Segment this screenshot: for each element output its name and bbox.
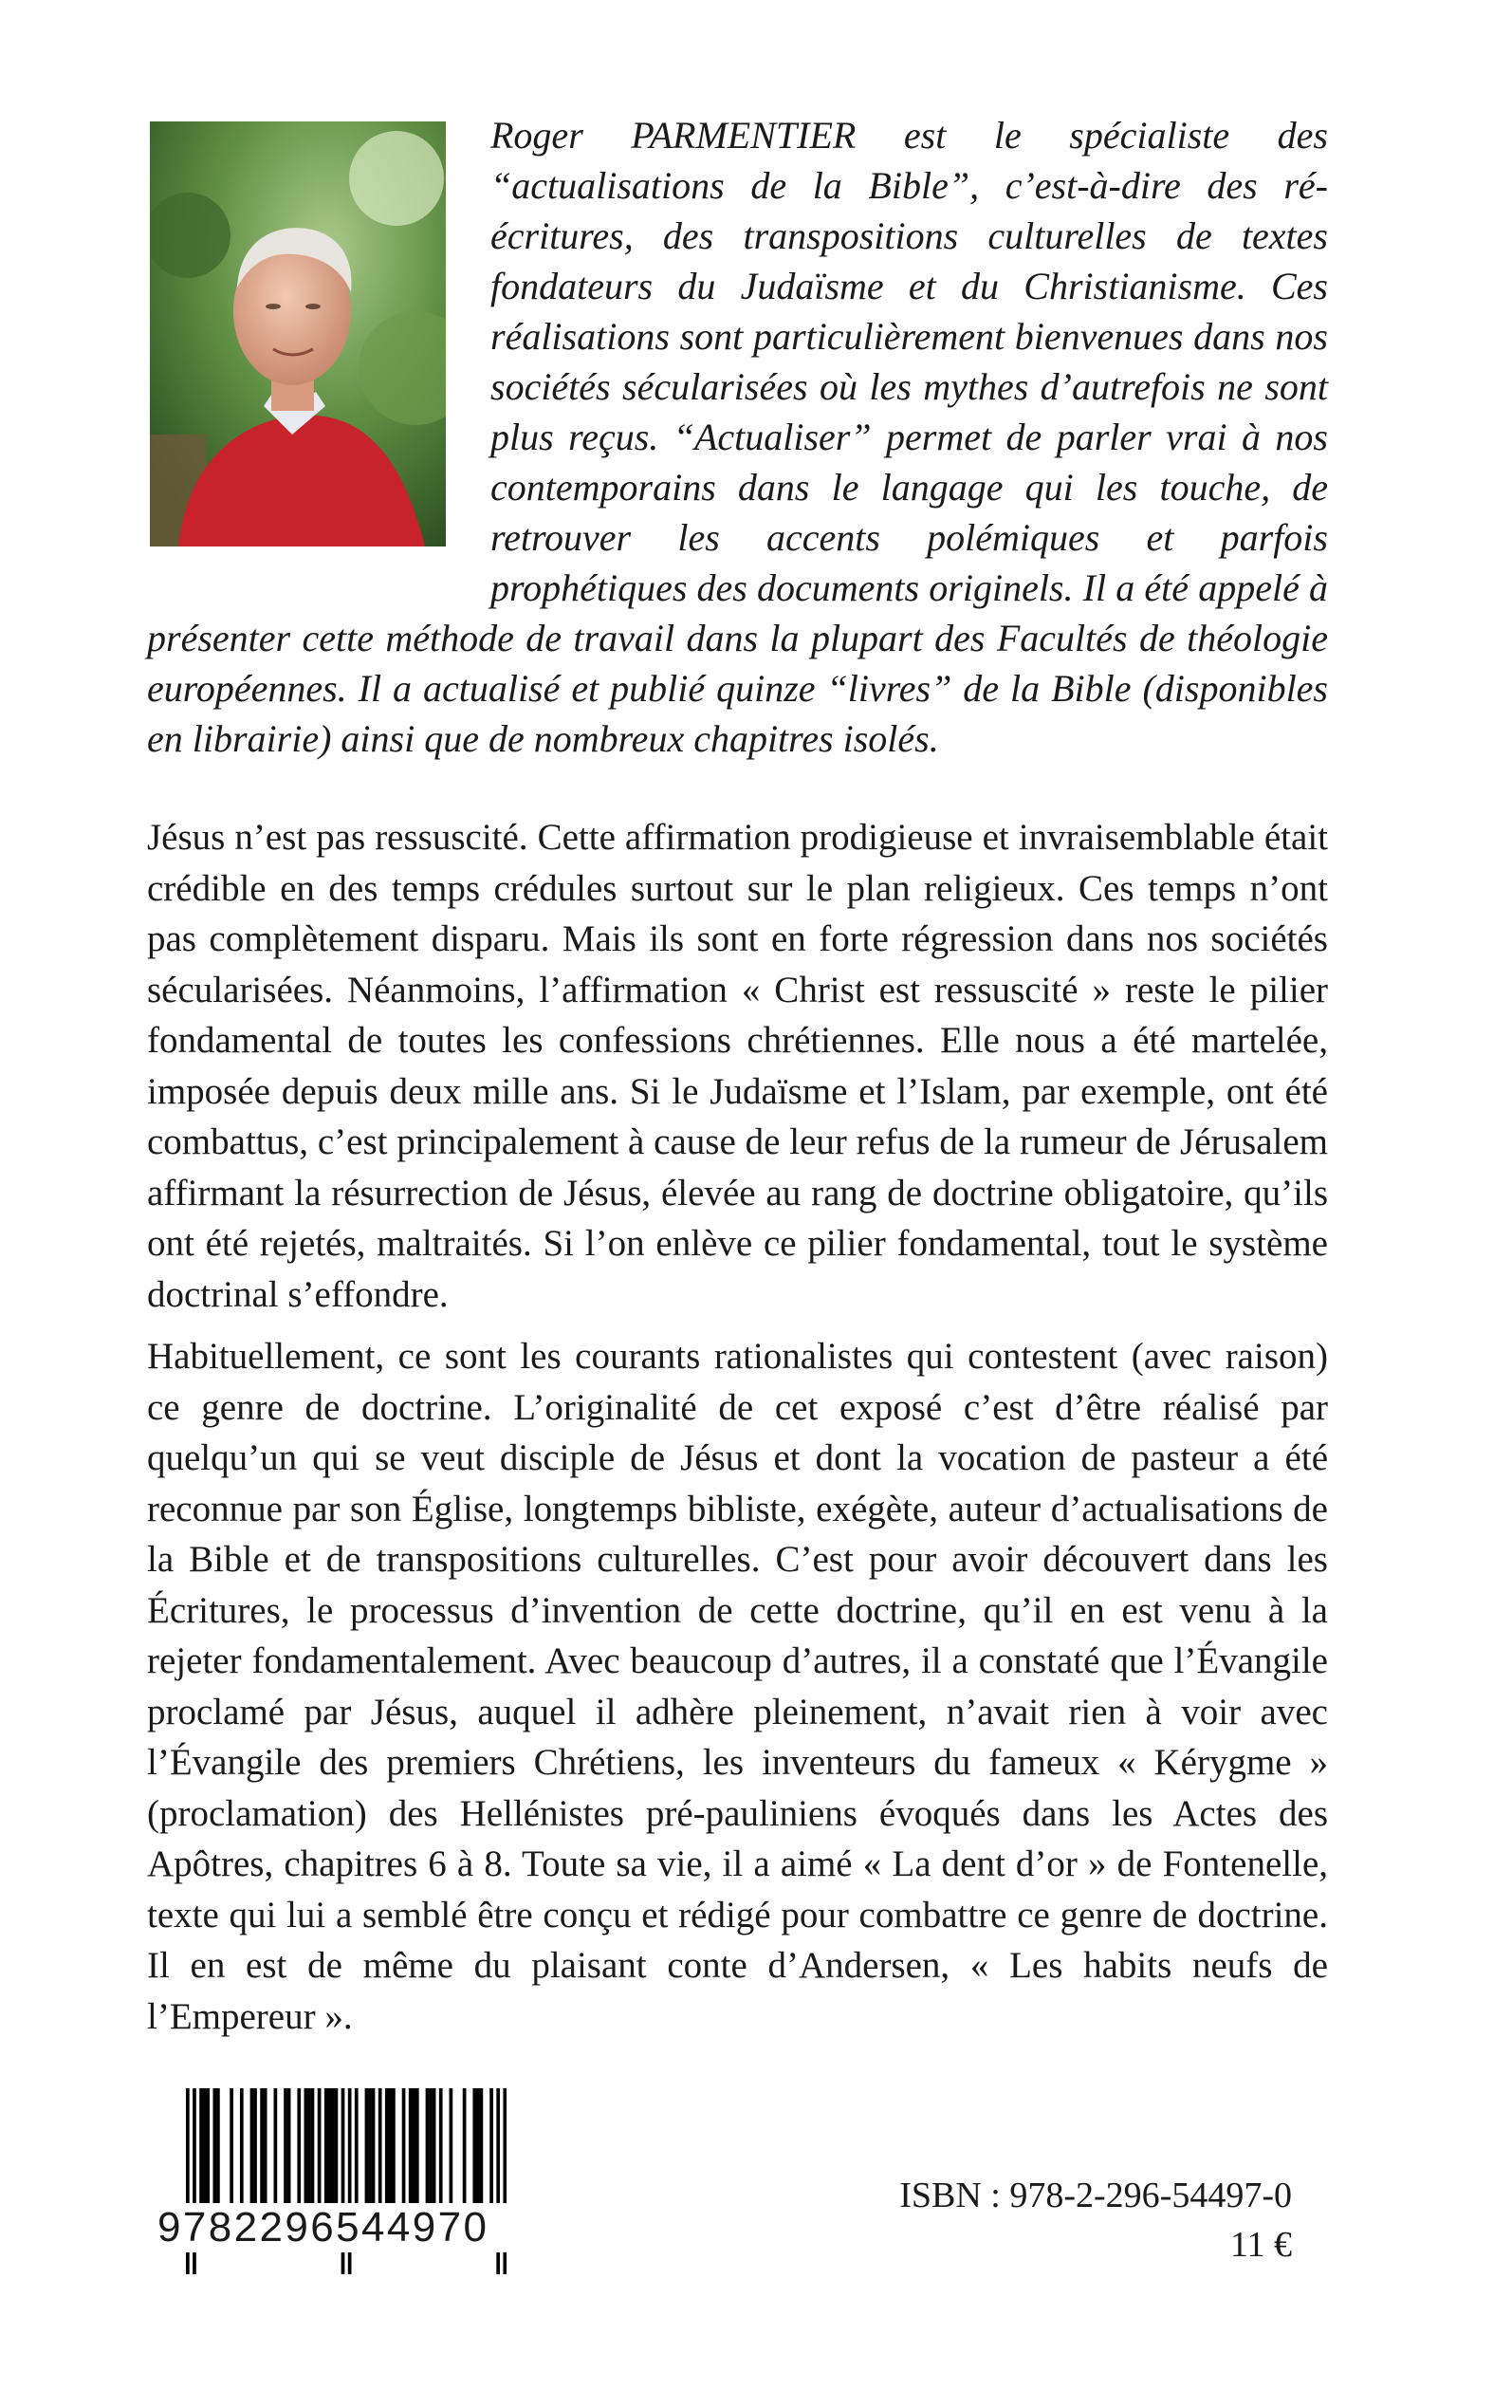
author-bio-text: Roger PARMENTIER est le spécialiste des “actualisations de la Bible”, c’est-à-dire des ré-écritures, des transpositions culturelles de textes fondateurs du Judaïsme et du Christianisme. Ces réalisations sont particulièrement bienvenues dans nos sociétés sécularisées où les mythes d’autrefois ne sont plus reçus. “Actualiser” permet de parler vrai à nos contemporains dans le langage qui les touche, de retrouver les accents polémiques et parfois prophétiques des documents originels. Il a été appelé à présenter cette méthode de travail dans la plupart des Facultés de théologie européennes. Il a actualisé et publié quinze “livres” de la Bible (disponibles en librairie) ainsi que de nombreux chapitres isolés. [147, 114, 1328, 760]
author-bio [147, 110, 1328, 764]
barcode-digits: 9782296544970 [157, 2203, 508, 2252]
isbn-number: ISBN : 978-2-296-54497-0 [899, 2176, 1292, 2215]
summary-paragraph-1: Jésus n’est pas ressuscité. Cette affirmation prodigieuse et invraisemblable était crédible en des temps crédules surtout sur le plan religieux. Ces temps n’ont pas complètement disparu. Mais ils sont en forte régression dans nos sociétés sécularisées. Néanmoins, l’affirmation « Christ est ressuscité » reste le pilier fondamental de toutes les confessions chrétiennes. Elle nous a été martelée, imposée depuis deux mille ans. Si le Judaïsme et l’Islam, par exemple, ont été combattus, c’est principalement à cause de leur refus de la rumeur de Jérusalem affirmant la résurrection de Jésus, élevée au rang de doctrine obligatoire, qu’ils ont été rejetés, maltraités. Si l’on enlève ce pilier fondamental, tout le système doctrinal s’effondre. [147, 817, 1328, 1315]
photo-spacer [147, 110, 490, 564]
summary-paragraph-2: Habituellement, ce sont les courants rationalistes qui contestent (avec raison) ce genre de doctrine. L’originalité de cet exposé c’est d’être réalisé par quelqu’un qui se veut disciple de Jésus et dont la vocation de pasteur a été reconnue par son Église, longtemps bibliste, exégète, auteur d’actualisations de la Bible et de transpositions culturelles. C’est pour avoir découvert dans les Écritures, le processus d’invention de cette doctrine, qu’il en est venu à la rejeter fondamentalement. Avec beaucoup d’autres, il a constaté que l’Évangile proclamé par Jésus, auquel il adhère pleinement, n’avait rien à voir avec l’Évangile des premiers Chrétiens, les inventeurs du fameux « Kérygme » (proclamation) des Hellénistes pré-pauliniens évoqués dans les Actes des Apôtres, chapitres 6 à 8. Toute sa vie, il a aimé « La dent d’or » de Fontenelle, texte qui lui a semblé être conçu et rédigé pour combattre ce genre de doctrine. Il en est de même du plaisant conte d’Andersen, « Les habits neufs de l’Empereur ». [147, 1336, 1328, 2037]
book-summary [147, 812, 1328, 2053]
price: 11 € [1229, 2225, 1292, 2265]
